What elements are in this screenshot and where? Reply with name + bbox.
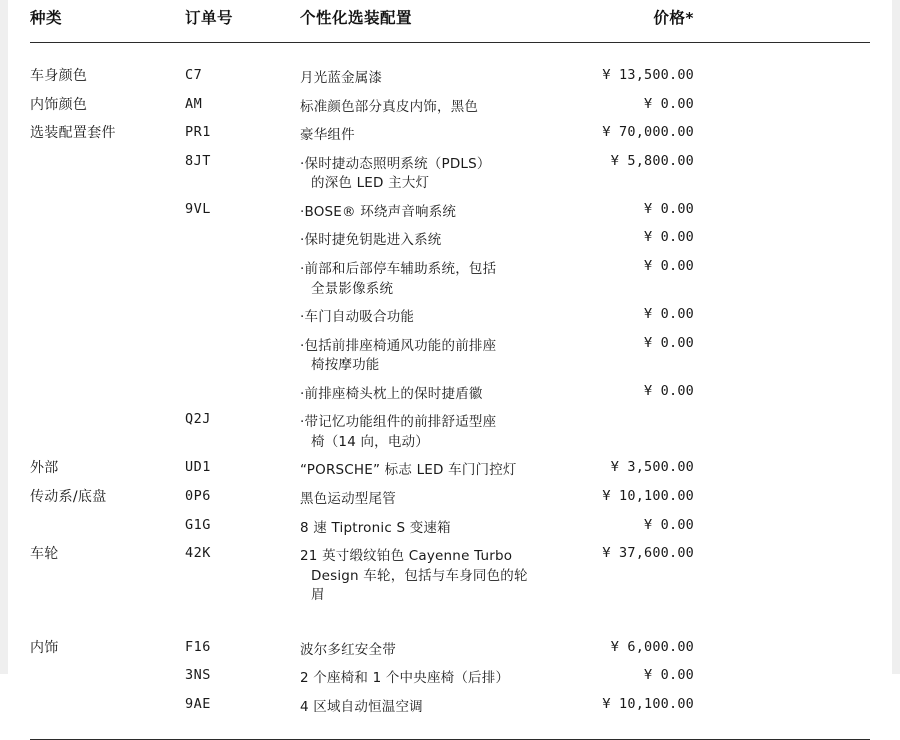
- row-code: 42K: [185, 545, 211, 562]
- header-description: 个性化选装配置: [300, 6, 570, 43]
- row-price: ¥ 6,000.00: [610, 638, 694, 655]
- row-price: ¥ 0.00: [644, 667, 694, 684]
- row-category: [30, 260, 185, 308]
- row-description-line: Design 车轮，包括与车身同色的轮: [311, 567, 528, 584]
- row-description: [300, 698, 570, 727]
- table-row: [30, 547, 870, 615]
- row-description: [300, 461, 570, 490]
- row-category: 外部: [30, 460, 59, 477]
- row-spacer: [700, 698, 870, 727]
- header-category: 种类: [30, 6, 185, 43]
- header-price: 价格*: [570, 6, 700, 43]
- row-category: [30, 308, 185, 337]
- row-code: [185, 308, 300, 337]
- row-code: 3NS: [185, 667, 211, 684]
- row-description-line: 的深色 LED 主大灯: [311, 175, 430, 192]
- table-bottom-rule: [30, 739, 870, 740]
- section-gap-row: [30, 615, 870, 641]
- row-description-line: 黑色运动型尾管: [300, 491, 396, 507]
- row-description: [300, 308, 570, 337]
- gap-cell: [30, 43, 185, 70]
- row-spacer: [700, 385, 870, 414]
- row-price: ¥ 0.00: [644, 382, 694, 399]
- row-price: [570, 413, 700, 461]
- row-price: ¥ 0.00: [644, 95, 694, 112]
- row-code: PR1: [185, 124, 211, 141]
- table-row: [30, 519, 870, 548]
- row-code: 0P6: [185, 488, 211, 504]
- row-code: [185, 337, 300, 385]
- header-code: 订单号: [185, 6, 300, 43]
- row-code: G1G: [185, 516, 211, 533]
- row-category: 选装配置套件: [30, 125, 116, 142]
- row-description-line: 月光蓝金属漆: [300, 70, 383, 86]
- row-code: AM: [185, 95, 203, 112]
- row-description-line: ·保时捷动态照明系统（PDLS）: [300, 155, 491, 172]
- row-description-line: 标准颜色部分真皮内饰，黑色: [300, 98, 479, 115]
- row-description-line: ·保时捷免钥匙进入系统: [300, 232, 442, 249]
- table-row: [30, 308, 870, 337]
- row-spacer: [700, 69, 870, 98]
- table-row: [30, 413, 870, 461]
- row-description-line: 椅按摩功能: [311, 357, 380, 374]
- table-row: [30, 490, 870, 519]
- gap-cell: [300, 43, 570, 70]
- row-category: [30, 385, 185, 414]
- row-description-line: 8 速 Tiptronic S 变速箱: [300, 519, 451, 536]
- row-price: ¥ 70,000.00: [602, 124, 694, 141]
- row-category: 内饰颜色: [30, 96, 88, 113]
- row-price: ¥ 0.00: [644, 516, 694, 533]
- row-description: [300, 203, 570, 232]
- row-description-line: 21 英寸缎纹铂色 Cayenne Turbo: [300, 548, 513, 565]
- row-spacer: [700, 413, 870, 461]
- row-description-line: 椅（14 向，电动）: [311, 433, 429, 450]
- row-spacer: [700, 231, 870, 260]
- row-spacer: [700, 641, 870, 670]
- row-description: [300, 641, 570, 670]
- table-row: [30, 698, 870, 727]
- row-price: ¥ 0.00: [644, 229, 694, 246]
- row-spacer: [700, 98, 870, 127]
- gap-cell: [185, 43, 300, 70]
- gap-cell: [700, 43, 870, 70]
- row-description: [300, 490, 570, 519]
- gap-cell: [300, 615, 570, 641]
- row-spacer: [700, 337, 870, 385]
- row-description: [300, 260, 570, 308]
- row-price: ¥ 0.00: [644, 257, 694, 274]
- table-body: [30, 43, 870, 727]
- row-spacer: [700, 461, 870, 490]
- row-code: F16: [185, 638, 211, 655]
- row-price: ¥ 13,500.00: [602, 67, 694, 83]
- row-code: [185, 231, 300, 260]
- table-row: [30, 337, 870, 385]
- row-category: [30, 337, 185, 385]
- row-price: ¥ 37,600.00: [602, 545, 694, 562]
- row-code: C7: [185, 67, 203, 83]
- gap-cell: [570, 615, 700, 641]
- row-description: [300, 547, 570, 615]
- options-document: [30, 0, 870, 740]
- row-description-line: ·包括前排座椅通风功能的前排座: [300, 337, 497, 354]
- row-price: ¥ 0.00: [644, 200, 694, 217]
- row-description: [300, 385, 570, 414]
- options-table: [30, 6, 870, 727]
- gap-cell: [700, 615, 870, 641]
- row-price: ¥ 10,100.00: [602, 695, 694, 712]
- row-description-line: ·BOSE® 环绕声音响系统: [300, 203, 457, 220]
- table-row: [30, 155, 870, 203]
- row-category: 车轮: [30, 546, 59, 563]
- row-price: ¥ 0.00: [644, 306, 694, 323]
- gap-cell: [185, 615, 300, 641]
- row-description: [300, 155, 570, 203]
- row-description-line: ·车门自动吸合功能: [300, 309, 415, 326]
- row-spacer: [700, 547, 870, 615]
- row-category: [30, 519, 185, 548]
- gap-cell: [570, 43, 700, 70]
- row-description-line: ·前排座椅头枕上的保时捷盾徽: [300, 385, 483, 402]
- row-code: UD1: [185, 459, 211, 476]
- row-category: 车身颜色: [30, 68, 88, 84]
- row-description: [300, 519, 570, 548]
- row-price: ¥ 5,800.00: [610, 152, 694, 169]
- row-code: [185, 385, 300, 414]
- table-header: [30, 6, 870, 43]
- row-description: [300, 69, 570, 98]
- table-row: [30, 69, 870, 98]
- row-code: 8JT: [185, 152, 211, 169]
- row-spacer: [700, 260, 870, 308]
- row-description: [300, 413, 570, 461]
- row-category: [30, 203, 185, 232]
- header-spacer: [700, 6, 870, 43]
- row-description-line: 2 个座椅和 1 个中央座椅（后排）: [300, 670, 510, 687]
- row-spacer: [700, 203, 870, 232]
- table-row: [30, 126, 870, 155]
- row-category: [30, 698, 185, 727]
- row-description: [300, 98, 570, 127]
- row-description-line: “PORSCHE” 标志 LED 车门门控灯: [300, 462, 517, 479]
- row-description: [300, 126, 570, 155]
- row-description-line: 全景影像系统: [311, 280, 394, 297]
- row-spacer: [700, 155, 870, 203]
- row-price: ¥ 10,100.00: [602, 488, 694, 504]
- table-row: [30, 385, 870, 414]
- row-spacer: [700, 126, 870, 155]
- table-row: [30, 260, 870, 308]
- row-category: [30, 413, 185, 461]
- row-spacer: [700, 490, 870, 519]
- row-price: ¥ 0.00: [644, 334, 694, 351]
- row-description-line: 波尔多红安全带: [300, 641, 396, 658]
- header-row: [30, 6, 870, 43]
- header-gap-row: [30, 43, 870, 70]
- table-row: [30, 641, 870, 670]
- row-description-line: 豪华组件: [300, 127, 355, 144]
- row-category: [30, 155, 185, 203]
- table-row: [30, 98, 870, 127]
- row-description: [300, 337, 570, 385]
- row-description-line: 4 区域自动恒温空调: [300, 698, 423, 715]
- row-spacer: [700, 519, 870, 548]
- row-code: 9AE: [185, 695, 211, 712]
- row-description-line: ·带记忆功能组件的前排舒适型座: [300, 414, 497, 431]
- table-row: [30, 203, 870, 232]
- table-row: [30, 231, 870, 260]
- row-description-line: 眉: [311, 587, 325, 604]
- row-category: [30, 231, 185, 260]
- row-code: Q2J: [185, 411, 211, 428]
- page-left-edge: [0, 0, 8, 674]
- table-row: [30, 461, 870, 490]
- row-spacer: [700, 308, 870, 337]
- row-category: 内饰: [30, 639, 59, 656]
- page-right-edge: [892, 0, 900, 674]
- row-price: ¥ 3,500.00: [610, 459, 694, 476]
- row-category: 传动系/底盘: [30, 489, 107, 505]
- row-code: 9VL: [185, 200, 211, 217]
- row-description-line: ·前部和后部停车辅助系统，包括: [300, 260, 497, 277]
- gap-cell: [30, 615, 185, 641]
- row-code: [185, 260, 300, 308]
- row-description: [300, 231, 570, 260]
